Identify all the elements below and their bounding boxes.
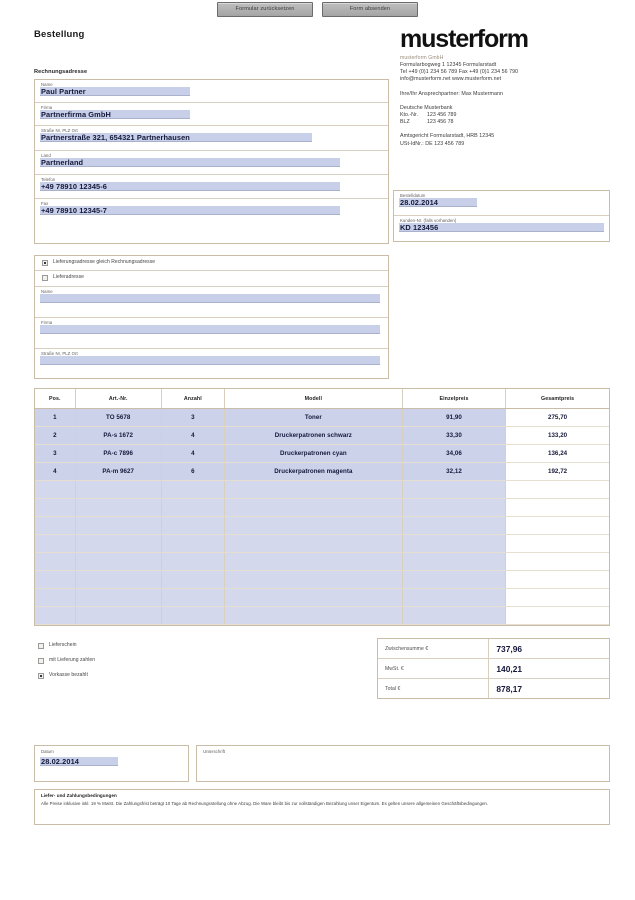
- items-header-row: [35, 389, 609, 409]
- shipping-alternate-row[interactable]: [35, 271, 388, 287]
- col-header-model: Modell: [224, 389, 402, 409]
- cell-pos[interactable]: [35, 499, 75, 517]
- shipping-field-name: [35, 287, 388, 318]
- checkbox-label: Lieferungsadresse gleich Rechnungsadresse: [53, 259, 156, 265]
- billing-country-input[interactable]: Partnerland: [40, 158, 340, 167]
- bank-row: [400, 119, 465, 126]
- col-header-total: Gesamtpreis: [506, 389, 609, 409]
- table-row-empty: [35, 535, 609, 553]
- summary-label: Zwischensumme €: [378, 639, 489, 659]
- cell-qty[interactable]: [161, 607, 224, 625]
- terms-box: [34, 789, 610, 825]
- cell-qty[interactable]: 4: [161, 427, 224, 445]
- col-header-pos: Pos.: [35, 389, 75, 409]
- signature-date-input[interactable]: 28.02.2014: [40, 757, 118, 766]
- cell-model[interactable]: Druckerpatronen schwarz: [224, 427, 402, 445]
- shipping-field-company: [35, 318, 388, 349]
- company-phone: Tel +49 (0)1 234 56 789 Fax +49 (0)1 234 56 790: [400, 69, 519, 76]
- cell-model[interactable]: [224, 589, 402, 607]
- cell-model[interactable]: Druckerpatronen cyan: [224, 445, 402, 463]
- company-email: info@musterform.net www.musterform.net: [400, 76, 502, 83]
- signature-label: Unterschrift: [203, 749, 225, 754]
- field-label: Telefon: [41, 176, 56, 182]
- checkbox-label: Lieferadresse: [53, 274, 84, 280]
- cell-total: 275,70: [506, 409, 609, 427]
- bank-details: [400, 112, 465, 126]
- checkbox-lieferschein-icon[interactable]: [38, 643, 44, 649]
- page-title: Bestellung: [34, 29, 85, 40]
- billing-name-input[interactable]: Paul Partner: [40, 87, 190, 96]
- field-label: Bestelldatum: [400, 192, 426, 198]
- cell-unit[interactable]: [402, 589, 505, 607]
- field-label: Straße Nr, PLZ Ort: [41, 127, 78, 133]
- cell-model[interactable]: Toner: [224, 409, 402, 427]
- company-contact: Ihre/Ihr Ansprechpartner: Max Mustermann: [400, 90, 503, 97]
- summary-value: 737,96: [489, 639, 609, 659]
- cell-art[interactable]: [75, 499, 161, 517]
- cell-unit[interactable]: 33,30: [402, 427, 505, 445]
- checkbox-on-delivery-icon[interactable]: [38, 658, 44, 664]
- table-row-empty: [35, 553, 609, 571]
- table-row-empty: [35, 517, 609, 535]
- order-date-input[interactable]: 28.02.2014: [399, 198, 477, 207]
- cell-pos[interactable]: 3: [35, 445, 75, 463]
- cell-qty[interactable]: [161, 517, 224, 535]
- billing-section-label: Rechnungsadresse: [34, 69, 88, 75]
- field-label: Firma: [41, 319, 53, 325]
- cell-model[interactable]: [224, 571, 402, 589]
- field-label: Fax: [41, 200, 49, 206]
- billing-phone-input[interactable]: +49 78910 12345-6: [40, 182, 340, 191]
- letterhead: [400, 26, 610, 148]
- cell-qty[interactable]: 3: [161, 409, 224, 427]
- table-row-empty: [35, 589, 609, 607]
- cell-art[interactable]: [75, 481, 161, 499]
- company-vat-id: USt-IdNr.: DE 123 456 789: [400, 140, 465, 147]
- bank-row-label: Kto.-Nr.: [400, 112, 418, 119]
- cell-art[interactable]: TO 5678: [75, 409, 161, 427]
- payment-option-lieferschein[interactable]: [36, 638, 236, 653]
- company-register: Amtsgericht Formularstadt, HRB 12345: [400, 133, 495, 140]
- checkbox-label: Lieferschein: [49, 642, 77, 648]
- bank-row-value: 123 456 789: [426, 112, 457, 119]
- summary-row-subtotal: [378, 639, 609, 659]
- cell-unit[interactable]: [402, 571, 505, 589]
- cell-unit[interactable]: 34,06: [402, 445, 505, 463]
- field-label: Name: [41, 81, 53, 87]
- field-label: Kunden-Nr. (falls vorhanden): [400, 217, 457, 223]
- form-toolbar: [0, 2, 635, 20]
- reset-form-button[interactable]: Formular zurücksetzen: [217, 2, 313, 17]
- signature-input[interactable]: [202, 757, 600, 766]
- cell-total: 136,24: [506, 445, 609, 463]
- cell-art[interactable]: PA-s 1672: [75, 427, 161, 445]
- cell-unit[interactable]: 32,12: [402, 463, 505, 481]
- billing-company-input[interactable]: Partnerfirma GmbH: [40, 110, 190, 119]
- billing-field-phone: [35, 175, 388, 199]
- cell-total: [506, 499, 609, 517]
- checkbox-label: mit Lieferung zahlen: [49, 657, 96, 663]
- cell-art[interactable]: [75, 535, 161, 553]
- cell-model[interactable]: [224, 517, 402, 535]
- billing-field-company: [35, 103, 388, 126]
- cell-art[interactable]: [75, 589, 161, 607]
- summary-value: 878,17: [489, 679, 609, 699]
- shipping-address-group: [34, 255, 389, 379]
- cell-total: 133,20: [506, 427, 609, 445]
- cell-model[interactable]: [224, 553, 402, 571]
- table-row-empty: [35, 481, 609, 499]
- signature-box: [196, 745, 610, 782]
- table-row: [35, 463, 609, 481]
- table-row: [35, 445, 609, 463]
- cell-pos[interactable]: 1: [35, 409, 75, 427]
- cell-model[interactable]: [224, 607, 402, 625]
- customer-number-input[interactable]: KD 123456: [399, 223, 604, 232]
- field-label: Firma: [41, 104, 53, 110]
- field-label: Name: [41, 288, 53, 294]
- checkbox-label: Vorkasse bezahlt: [49, 672, 88, 678]
- order-date-field: [394, 191, 609, 216]
- checkbox-alternate-address-icon[interactable]: [42, 275, 48, 281]
- cell-total: [506, 607, 609, 625]
- table-row-empty: [35, 499, 609, 517]
- payment-options: [36, 638, 236, 683]
- cell-pos[interactable]: [35, 481, 75, 499]
- shipping-name-input[interactable]: [40, 294, 380, 303]
- customer-number-field: [394, 216, 609, 242]
- summary-value: 140,21: [489, 659, 609, 679]
- checkbox-prepaid-icon[interactable]: [38, 673, 44, 679]
- summary-label: Total €: [385, 685, 401, 692]
- submit-form-button[interactable]: Form absenden: [322, 2, 418, 17]
- cell-total: 192,72: [506, 463, 609, 481]
- field-label: Straße Nr, PLZ Ort: [41, 350, 78, 356]
- cell-total: [506, 571, 609, 589]
- cell-unit[interactable]: 91,90: [402, 409, 505, 427]
- cell-art[interactable]: [75, 607, 161, 625]
- cell-unit[interactable]: [402, 517, 505, 535]
- field-label: Land: [41, 152, 51, 158]
- billing-field-name: [35, 80, 388, 103]
- table-row-empty: [35, 571, 609, 589]
- cell-model[interactable]: Druckerpatronen magenta: [224, 463, 402, 481]
- cell-total: [506, 481, 609, 499]
- terms-title: Liefer- und Zahlungsbedingungen: [41, 793, 117, 798]
- shipping-street-input[interactable]: [40, 356, 380, 365]
- cell-pos[interactable]: [35, 589, 75, 607]
- date-label: Datum: [41, 749, 54, 754]
- billing-fax-input[interactable]: +49 78910 12345-7: [40, 206, 340, 215]
- table-row: [35, 409, 609, 427]
- cell-qty[interactable]: [161, 571, 224, 589]
- billing-street-input[interactable]: Partnerstraße 321, 654321 Partnerhausen: [40, 133, 312, 142]
- cell-qty[interactable]: 4: [161, 445, 224, 463]
- cell-pos[interactable]: 2: [35, 427, 75, 445]
- table-row: [35, 427, 609, 445]
- cell-unit[interactable]: [402, 499, 505, 517]
- cell-unit[interactable]: [402, 481, 505, 499]
- cell-unit[interactable]: [402, 535, 505, 553]
- billing-field-country: [35, 151, 388, 175]
- checkbox-same-as-billing-icon[interactable]: [42, 260, 48, 266]
- cell-qty[interactable]: [161, 499, 224, 517]
- cell-model[interactable]: [224, 535, 402, 553]
- summary-row-vat: [378, 659, 609, 679]
- date-box: [34, 745, 189, 782]
- cell-qty[interactable]: 6: [161, 463, 224, 481]
- cell-unit[interactable]: [402, 607, 505, 625]
- bank-row-label: BLZ: [400, 119, 410, 126]
- bank-row-value: 123 456 78: [426, 119, 454, 126]
- cell-pos[interactable]: 4: [35, 463, 75, 481]
- billing-address-group: [34, 79, 389, 244]
- cell-pos[interactable]: [35, 571, 75, 589]
- cell-pos[interactable]: [35, 553, 75, 571]
- cell-unit[interactable]: [402, 553, 505, 571]
- company-logo: musterform: [400, 25, 528, 53]
- shipping-same-as-billing-row[interactable]: [35, 256, 388, 271]
- cell-art[interactable]: [75, 571, 161, 589]
- cell-total: [506, 517, 609, 535]
- cell-total: [506, 553, 609, 571]
- company-address: Formularbogweg 1 12345 Formularstadt: [400, 62, 497, 68]
- items-table: [34, 388, 610, 626]
- summary-table: [377, 638, 610, 699]
- bank-row: [400, 112, 465, 119]
- payment-option-prepaid[interactable]: [36, 668, 236, 683]
- cell-qty[interactable]: [161, 589, 224, 607]
- shipping-company-input[interactable]: [40, 325, 380, 334]
- col-header-qty: Anzahl: [161, 389, 224, 409]
- cell-art[interactable]: PA-m 9627: [75, 463, 161, 481]
- summary-row-total: [378, 679, 609, 699]
- col-header-art: Art.-Nr.: [75, 389, 161, 409]
- cell-pos[interactable]: [35, 535, 75, 553]
- table-row-empty: [35, 607, 609, 625]
- company-legal-name: musterform GmbH: [400, 55, 444, 61]
- cell-qty[interactable]: [161, 481, 224, 499]
- cell-qty[interactable]: [161, 535, 224, 553]
- bank-name: Deutsche Musterbank: [400, 104, 453, 111]
- cell-pos[interactable]: [35, 607, 75, 625]
- terms-body: Alle Preise inklusive inkl. 19 % MwSt. Die Zahlungsfrist beträgt 10 Tage ab Rechnungsstellung ohne Abzug. Die Ware bleibt bis zur vollständigen Bezahlung unser Eigentum. Es gelten unsere allgemeinen Geschäftsbedingungen.: [41, 800, 489, 806]
- cell-art[interactable]: PA-c 7896: [75, 445, 161, 463]
- billing-field-fax: [35, 199, 388, 223]
- cell-art[interactable]: [75, 553, 161, 571]
- cell-qty[interactable]: [161, 553, 224, 571]
- cell-art[interactable]: [75, 517, 161, 535]
- cell-total: [506, 535, 609, 553]
- order-meta-group: [393, 190, 610, 242]
- billing-field-street: [35, 126, 388, 151]
- shipping-field-street: [35, 349, 388, 380]
- cell-model[interactable]: [224, 499, 402, 517]
- col-header-unit: Einzelpreis: [402, 389, 505, 409]
- cell-pos[interactable]: [35, 517, 75, 535]
- cell-model[interactable]: [224, 481, 402, 499]
- payment-option-on-delivery[interactable]: [36, 653, 236, 668]
- summary-label: MwSt. €: [378, 659, 489, 679]
- cell-total: [506, 589, 609, 607]
